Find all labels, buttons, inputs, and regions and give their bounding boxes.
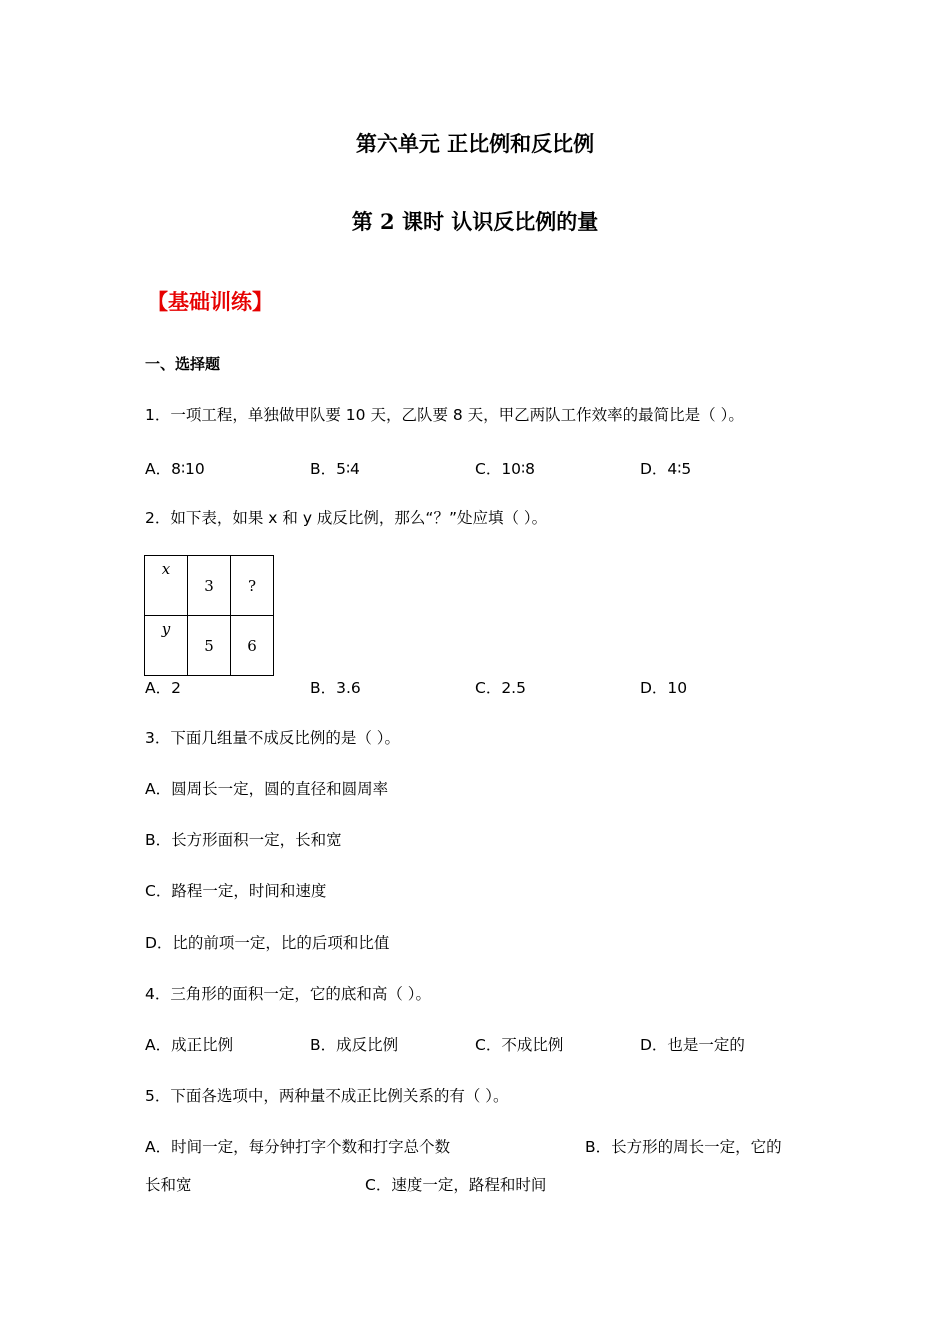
question-4-option-c: C．不成比例 [475, 1036, 564, 1054]
table-cell: x [145, 556, 188, 616]
lesson-title: 第 2 课时 认识反比例的量 [351, 209, 599, 234]
unit-title: 第六单元 正比例和反比例 [355, 131, 595, 156]
question-5-option-c: C．速度一定，路程和时间 [365, 1176, 547, 1194]
question-4-option-a: A．成正比例 [145, 1036, 234, 1054]
question-2-option-b: B．3.6 [310, 679, 361, 697]
question-4-option-b: B．成反比例 [310, 1036, 399, 1054]
part-heading: 一、选择题 [145, 355, 221, 373]
table-cell: ? [231, 556, 274, 616]
question-3-option-b: B．长方形面积一定，长和宽 [145, 831, 342, 849]
table-cell: 5 [188, 616, 231, 676]
question-3-option-a: A．圆周长一定，圆的直径和圆周率 [145, 780, 389, 798]
table-row [145, 616, 274, 676]
question-2-option-c: C．2.5 [475, 679, 526, 697]
question-2-stem: 2．如下表，如果 x 和 y 成反比例，那么“？”处应填（ ）。 [145, 509, 548, 527]
question-3-option-c: C．路程一定，时间和速度 [145, 882, 327, 900]
question-3-stem: 3．下面几组量不成反比例的是（ ）。 [145, 729, 401, 747]
table-cell: 3 [188, 556, 231, 616]
question-5-option-b: B．长方形的周长一定，它的 [585, 1138, 782, 1156]
table-cell: y [145, 616, 188, 676]
question-4-option-d: D．也是一定的 [640, 1036, 745, 1054]
question-5-stem: 5．下面各选项中，两种量不成正比例关系的有（ ）。 [145, 1087, 509, 1105]
question-5-option-b-continued: 长和宽 [145, 1176, 192, 1194]
question-1-option-b: B．5∶4 [310, 460, 360, 478]
section-label: 【基础训练】 [147, 290, 273, 314]
xy-table [144, 555, 274, 676]
table-cell: 6 [231, 616, 274, 676]
question-1-option-a: A．8∶10 [145, 460, 205, 478]
question-3-option-d: D．比的前项一定，比的后项和比值 [145, 934, 390, 952]
table-row [145, 556, 274, 616]
question-2-option-d: D．10 [640, 679, 688, 697]
question-2-option-a: A．2 [145, 679, 181, 697]
question-4-stem: 4．三角形的面积一定，它的底和高（ ）。 [145, 985, 432, 1003]
question-5-option-a: A．时间一定，每分钟打字个数和打字总个数 [145, 1138, 451, 1156]
question-1-option-d: D．4∶5 [640, 460, 692, 478]
question-1-option-c: C．10∶8 [475, 460, 535, 478]
question-1-stem: 1．一项工程，单独做甲队要 10 天，乙队要 8 天，甲乙两队工作效率的最简比是（ ）。 [145, 406, 744, 424]
